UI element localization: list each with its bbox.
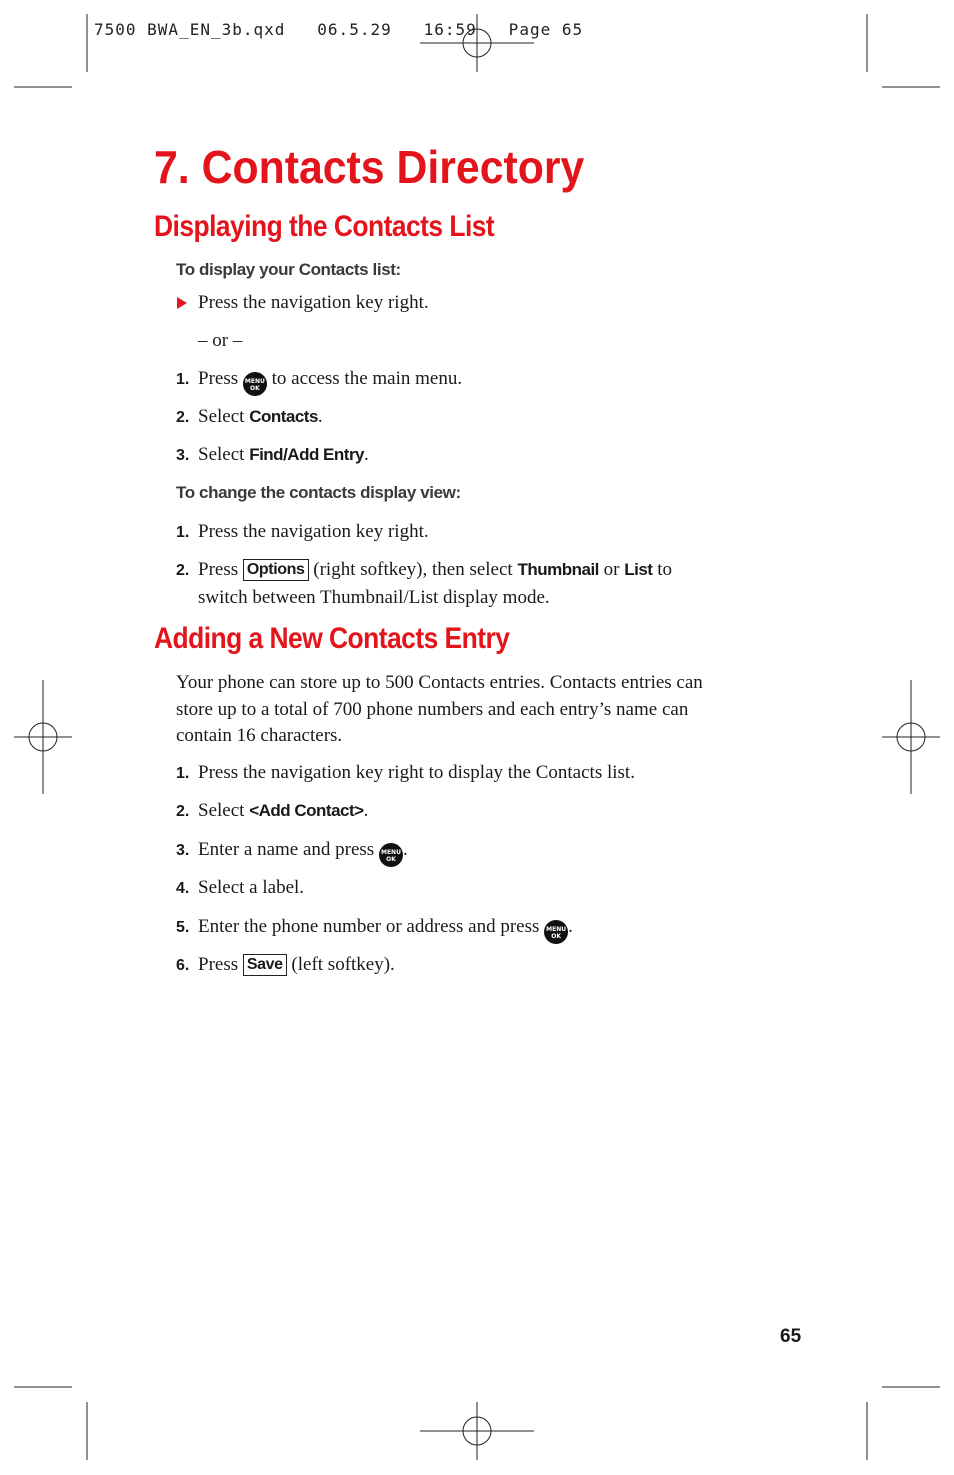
instruction-lead: To display your Contacts list:	[176, 260, 401, 279]
step-text: Press Options (right softkey), then select Thumbnail or List to	[198, 559, 672, 580]
menu-term: <Add Contact>	[249, 801, 364, 820]
step-number: 1.	[176, 524, 190, 541]
options-softkey: Options	[243, 559, 309, 581]
step-text: Press the navigation key right to display the Contacts list.	[198, 762, 635, 783]
step-number: 2.	[176, 562, 190, 579]
menu-term: Thumbnail	[517, 560, 599, 579]
step-text: Select Contacts.	[198, 406, 323, 427]
step-number: 5.	[176, 919, 190, 936]
step-text: Enter the phone number or address and press MENU OK .	[198, 914, 573, 944]
menu-ok-key-icon: MENU OK	[544, 920, 568, 944]
menu-ok-key-icon: MENU OK	[243, 372, 267, 396]
step-text: Press MENU OK to access the main menu.	[198, 366, 462, 396]
step-number: 4.	[176, 880, 190, 897]
or-separator: – or –	[198, 330, 243, 351]
step-text-continued: switch between Thumbnail/List display mode.	[198, 587, 550, 608]
step-number: 2.	[176, 803, 190, 820]
step-text: Enter a name and press MENU OK .	[198, 837, 408, 867]
page-title: 7. Contacts Directory	[154, 141, 585, 193]
menu-term: Contacts	[249, 407, 318, 426]
menu-term: List	[624, 560, 653, 579]
step-number: 3.	[176, 842, 190, 859]
menu-ok-key-icon: MENU OK	[379, 843, 403, 867]
page-number: 65	[780, 1326, 802, 1347]
step-text: Select <Add Contact>.	[198, 800, 369, 821]
section-heading-adding: Adding a New Contacts Entry	[154, 622, 510, 655]
step-number: 2.	[176, 409, 190, 426]
step-number: 6.	[176, 957, 190, 974]
step-text: Press Save (left softkey).	[198, 954, 395, 975]
section-paragraph: Your phone can store up to 500 Contacts entries. Contacts entries can store up to a total of 700 phone numbers and each entry’s name can contain 16 characters.	[176, 672, 703, 746]
menu-term: Find/Add Entry	[249, 445, 365, 464]
step-number: 1.	[176, 765, 190, 782]
bullet-arrow-icon	[177, 297, 187, 309]
step-text: Select a label.	[198, 877, 305, 898]
step-text: Select Find/Add Entry.	[198, 444, 369, 465]
step-number: 1.	[176, 371, 190, 388]
bullet-text: Press the navigation key right.	[198, 292, 429, 313]
step-text: Press the navigation key right.	[198, 521, 429, 542]
step-number: 3.	[176, 447, 190, 464]
instruction-lead: To change the contacts display view:	[176, 483, 461, 502]
save-softkey: Save	[243, 954, 287, 976]
printer-slug: 7500 BWA_EN_3b.qxd 06.5.29 16:59 Page 65	[94, 20, 584, 39]
section-heading-displaying: Displaying the Contacts List	[154, 210, 495, 243]
